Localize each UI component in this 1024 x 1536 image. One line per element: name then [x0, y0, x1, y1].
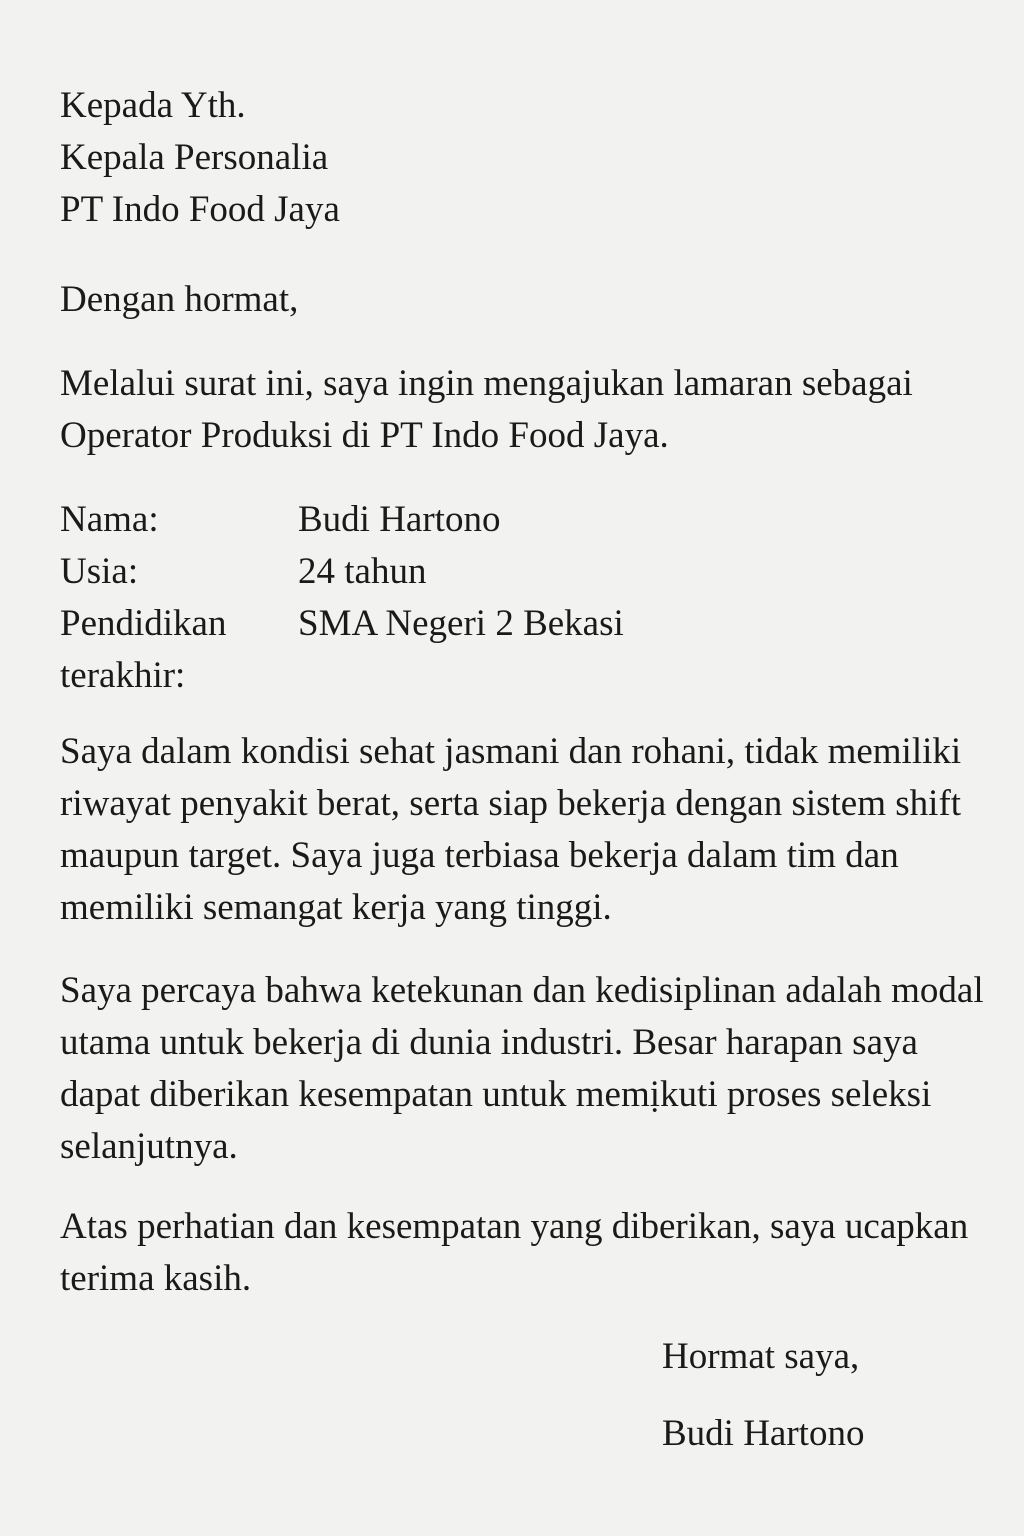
detail-row-name — [60, 494, 960, 546]
age-value: 24 tahun — [298, 551, 427, 592]
education-label: Pendidikan terakhir: — [60, 603, 227, 696]
health-paragraph: Saya dalam kondisi sehat jasmani dan rohani, tidak memiliki riwayat penyakit berat, serta siap bekerja dengan sistem shift maupun target. Saya juga terbiasa bekerja dalam tim dan memiliki semangat kerja yang tinggi. — [60, 731, 962, 928]
applicant-details — [60, 494, 960, 702]
education-value: SMA Negeri 2 Bekasi — [298, 603, 624, 644]
name-value: Budi Hartono — [298, 499, 501, 540]
recipient-company: PT Indo Food Jaya — [60, 189, 340, 230]
recipient-salutation: Kepada Yth. — [60, 85, 246, 126]
greeting: Dengan hormat, — [60, 279, 299, 320]
motivation-paragraph: Saya percaya bahwa ketekunan dan kedisiplinan adalah modal utama untuk bekerja di dunia industri. Besar harapan saya dapat diberikan kesempatan untuk memịkuti proses seleksi selanjutnya. — [60, 970, 984, 1167]
thanks-paragraph: Atas perhatian dan kesempatan yang diberikan, saya ucapkan terima kasih. — [60, 1206, 969, 1299]
closing: Hormat saya, — [662, 1336, 860, 1377]
recipient-block — [60, 80, 340, 236]
detail-row-age — [60, 546, 960, 598]
age-label: Usia: — [60, 551, 139, 592]
opening-paragraph: Melalui surat ini, saya ingin mengajukan lamaran sebagai Operator Produksi di PT Indo Food Jaya. — [60, 363, 913, 456]
signature-name: Budi Hartono — [662, 1413, 865, 1454]
recipient-position: Kepala Personalia — [60, 137, 329, 178]
name-label: Nama: — [60, 499, 159, 540]
detail-row-education — [60, 598, 960, 702]
